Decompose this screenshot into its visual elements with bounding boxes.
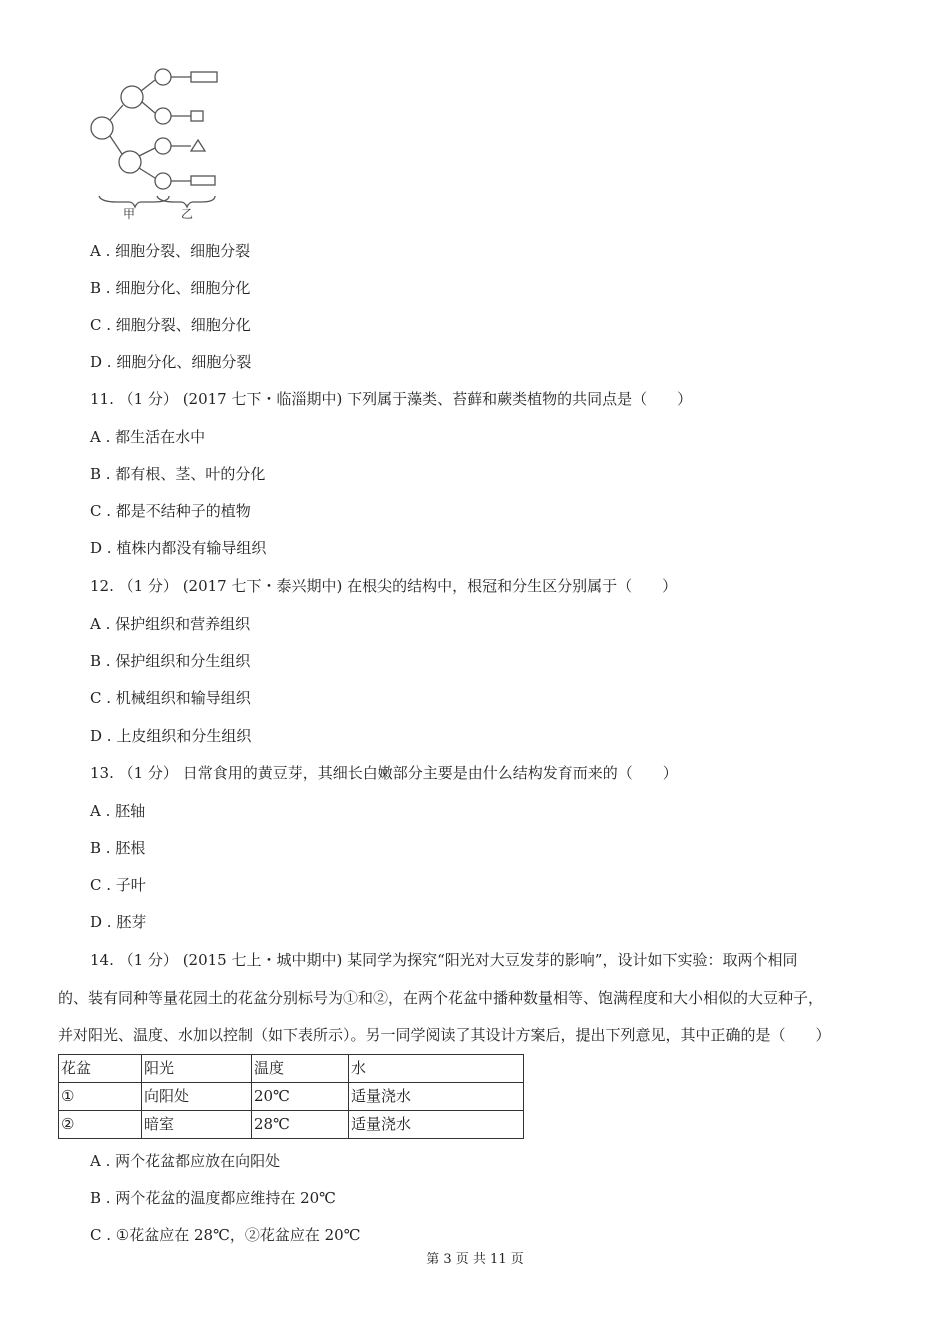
cell-division-diagram — [85, 60, 225, 225]
q11-stem: 11. （1 分） (2017 七下・临淄期中) 下列属于藻类、苔藓和蕨类植物的共同点是（ ） — [90, 390, 693, 408]
cell-diagram-svg — [85, 60, 225, 225]
q14-stem-line-2: 的、装有同种等量花园土的花盆分别标号为①和②，在两个花盆中播种数量相等、饱满程度和大小相似的大豆种子， — [58, 989, 824, 1007]
q12-option-c[interactable]: C . 机械组织和输导组织 — [90, 689, 251, 707]
q13-option-d[interactable]: D . 胚芽 — [90, 913, 147, 931]
table-cell: 适量浇水 — [349, 1083, 524, 1111]
q10-option-c[interactable]: C . 细胞分裂、细胞分化 — [90, 316, 251, 334]
q10-option-b[interactable]: B . 细胞分化、细胞分化 — [90, 279, 251, 297]
table-header-cell: 花盆 — [59, 1055, 142, 1083]
q13-option-a[interactable]: A . 胚轴 — [90, 802, 146, 820]
q11-option-d[interactable]: D . 植株内都没有输导组织 — [90, 539, 267, 557]
table-cell: 暗室 — [142, 1111, 252, 1139]
table-header-cell: 温度 — [252, 1055, 349, 1083]
table-row — [59, 1083, 524, 1111]
q14-option-b[interactable]: B . 两个花盆的温度都应维持在 20℃ — [90, 1189, 336, 1207]
table-cell: 28℃ — [252, 1111, 349, 1139]
q11-option-c[interactable]: C . 都是不结种子的植物 — [90, 502, 251, 520]
table-cell: 向阳处 — [142, 1083, 252, 1111]
table-header-row — [59, 1055, 524, 1083]
q12-option-a[interactable]: A . 保护组织和营养组织 — [90, 615, 251, 633]
q13-option-b[interactable]: B . 胚根 — [90, 839, 146, 857]
q10-option-d[interactable]: D . 细胞分化、细胞分裂 — [90, 353, 252, 371]
label-jia: 甲 — [122, 207, 136, 221]
page-footer: 第 3 页 共 11 页 — [426, 1252, 524, 1267]
cell-upper — [121, 86, 143, 108]
experiment-table — [58, 1054, 524, 1139]
q13-option-c[interactable]: C . 子叶 — [90, 876, 146, 894]
q11-option-b[interactable]: B . 都有根、茎、叶的分化 — [90, 465, 266, 483]
label-yi: 乙 — [180, 207, 194, 221]
table-header-cell: 阳光 — [142, 1055, 252, 1083]
table-header-cell: 水 — [349, 1055, 524, 1083]
cell-mother — [91, 117, 113, 139]
cell-lower — [119, 151, 141, 173]
table-cell: 适量浇水 — [349, 1111, 524, 1139]
q11-option-a[interactable]: A . 都生活在水中 — [90, 428, 206, 446]
table-cell: ② — [59, 1111, 142, 1139]
q12-option-b[interactable]: B . 保护组织和分生组织 — [90, 652, 251, 670]
table-cell: 20℃ — [252, 1083, 349, 1111]
q10-option-a[interactable]: A . 细胞分裂、细胞分裂 — [90, 242, 251, 260]
table-cell: ① — [59, 1083, 142, 1111]
q14-option-a[interactable]: A . 两个花盆都应放在向阳处 — [90, 1152, 281, 1170]
q12-option-d[interactable]: D . 上皮组织和分生组织 — [90, 727, 252, 745]
q13-stem: 13. （1 分） 日常食用的黄豆芽，其细长白嫩部分主要是由什么结构发育而来的（ ） — [90, 764, 678, 782]
q12-stem: 12. （1 分） (2017 七下・泰兴期中) 在根尖的结构中，根冠和分生区分别属于（ ） — [90, 577, 678, 595]
q14-option-c[interactable]: C . ①花盆应在 28℃，②花盆应在 20℃ — [90, 1226, 361, 1244]
q14-stem-line-1: 14. （1 分） (2015 七上・城中期中) 某同学为探究“阳光对大豆发芽的影响”，设计如下实验：取两个相同 — [90, 951, 798, 969]
q14-stem-line-3: 并对阳光、温度、水加以控制（如下表所示）。另一同学阅读了其设计方案后，提出下列意见，其中正确的是（ ） — [58, 1026, 831, 1044]
table-row — [59, 1111, 524, 1139]
